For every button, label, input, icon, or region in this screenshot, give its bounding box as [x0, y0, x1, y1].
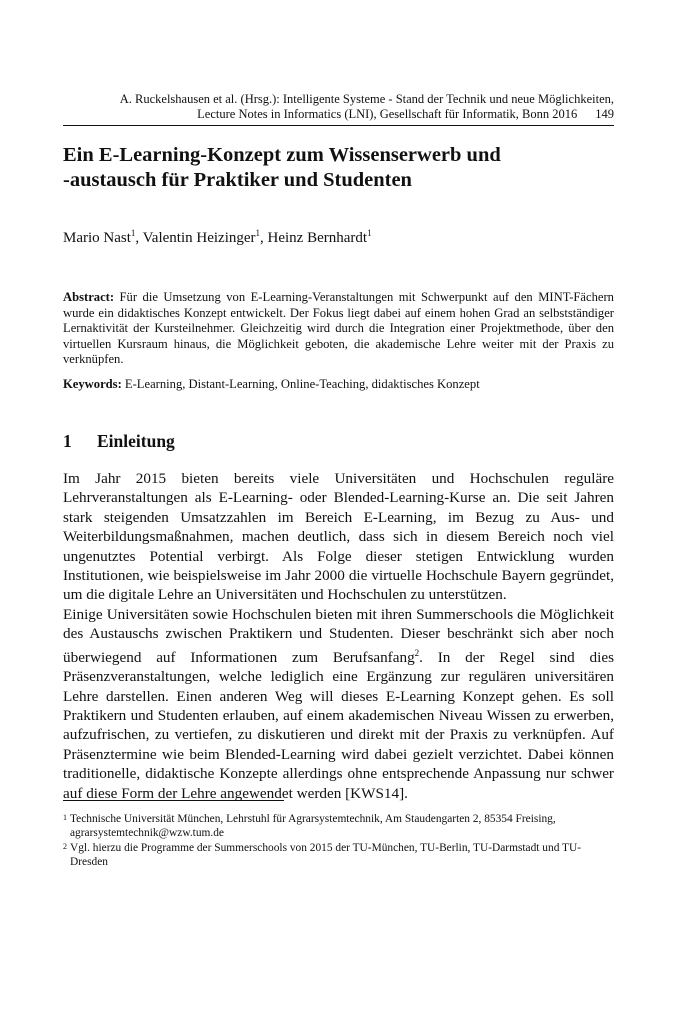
author-affiliation-mark: 1	[255, 228, 261, 238]
paragraph-text: . In der Regel sind dies Präsenzveranstaltungen, welche lediglich eine Ergänzung zur regulären universitären Lehre darstellen. Einen anderen Weg will dieses E-Learning Konzept gehen. Es soll Praktikern und Studenten erlauben, auf einem akademischen Niveau Wissen zu erwerben, aufzufrischen, zu vertiefen, zu diskutieren und direkt mit der Praxis zu verknüpfen. Auf Präsenztermine wie beim Blended-Learning wird dabei gezielt verzichtet. Dabei können traditionelle, didaktische Konzepte allerdings ohne entsprechende Anpassung nur schwer auf diese Form der Lehre angewendet werden [KWS14].	[63, 648, 614, 802]
abstract	[63, 290, 614, 368]
abstract-label: Abstract:	[63, 290, 115, 304]
running-header	[63, 92, 614, 122]
keywords	[63, 377, 614, 393]
author-name: Mario Nast	[63, 230, 131, 246]
footnote-text: Technische Universität München, Lehrstuhl für Agrarsystemtechnik, Am Staudengarten 2, 85354 Freising, agrarsystemtechnik@wzw.tum.de	[70, 813, 556, 839]
header-divider	[63, 125, 614, 126]
body-paragraph-2	[63, 605, 614, 803]
title-line-2: -austausch für Praktiker und Studenten	[63, 169, 412, 191]
author-list	[63, 224, 372, 247]
section-title: Einleitung	[97, 431, 175, 451]
author-name: Heinz Bernhardt	[267, 230, 368, 246]
paper-title	[63, 143, 614, 193]
footnote-divider	[63, 800, 284, 801]
footnote-reference: 2	[414, 647, 420, 658]
section-number: 1	[63, 431, 72, 451]
footnotes	[63, 812, 614, 869]
author-affiliation-mark: 1	[367, 228, 372, 238]
author-name: Valentin Heizinger	[142, 230, 256, 246]
page-number: 149	[595, 107, 614, 121]
author-affiliation-mark: 1	[130, 228, 136, 238]
keywords-label: Keywords:	[63, 377, 122, 391]
keywords-text: E-Learning, Distant-Learning, Online-Teaching, didaktisches Konzept	[124, 377, 480, 391]
footnote-mark: 1	[63, 813, 67, 822]
header-line-2	[63, 107, 614, 122]
header-line-1: A. Ruckelshausen et al. (Hrsg.): Intelligente Systeme - Stand der Technik und neue Möglichkeiten,	[119, 92, 614, 106]
footnote-text: Vgl. hierzu die Programme der Summerschools von 2015 der TU-München, TU-Berlin, TU-Darmstadt und TU-Dresden	[70, 842, 582, 868]
paragraph-text: Einige Universitäten sowie Hochschulen bieten mit ihren Summerschools die Möglichkeit des Austauschs zwischen Praktikern und Studenten. Dieser beschränkt sich aber noch überwiegend auf Informationen zum Berufsanfang	[63, 606, 614, 666]
section-heading	[63, 430, 175, 452]
header-venue: Lecture Notes in Informatics (LNI), Gesellschaft für Informatik, Bonn 2016	[197, 107, 578, 121]
body-paragraph-1: Im Jahr 2015 bieten bereits viele Universitäten und Hochschulen reguläre Lehrveranstaltungen als E-Learning- oder Blended-Learning-Kurse an. Die seit Jahren stark steigenden Umsatzzahlen im Bereich E-Learning, im Bezug zu Aus- und Weiterbildungsmaßnahmen, machen deutlich, dass sich in diesem Bereich noch viel ungenutztes Potential verbirgt. Als Folge dieser stetigen Entwicklung wurden Institutionen, wie beispielsweise im Jahr 2000 die virtuelle Hochschule Bayern gegründet, um die digitale Lehre an Universitäten und Hochschulen zu unterstützen.	[63, 470, 614, 604]
footnote-2	[63, 841, 614, 869]
footnote-1	[63, 812, 614, 840]
abstract-text: Für die Umsetzung von E-Learning-Veranstaltungen mit Schwerpunkt auf den MINT-Fächern wurde ein didaktisches Konzept entwickelt. Der Fokus liegt dabei auf einem hohen Grad an selbstständiger Lernaktivität der Kursteilnehmer. Gleichzeitig wird durch die Integration einer Projektmethode, über den virtuellen Kursraum hinaus, die Möglichkeit geboten, die akademische Lehre weiter mit der Praxis zu verknüpfen.	[63, 290, 614, 367]
author-separator: ,	[135, 230, 143, 246]
author-separator: ,	[260, 230, 268, 246]
title-line-1: Ein E-Learning-Konzept zum Wissenserwerb und	[63, 144, 501, 166]
footnote-mark: 2	[63, 842, 67, 851]
